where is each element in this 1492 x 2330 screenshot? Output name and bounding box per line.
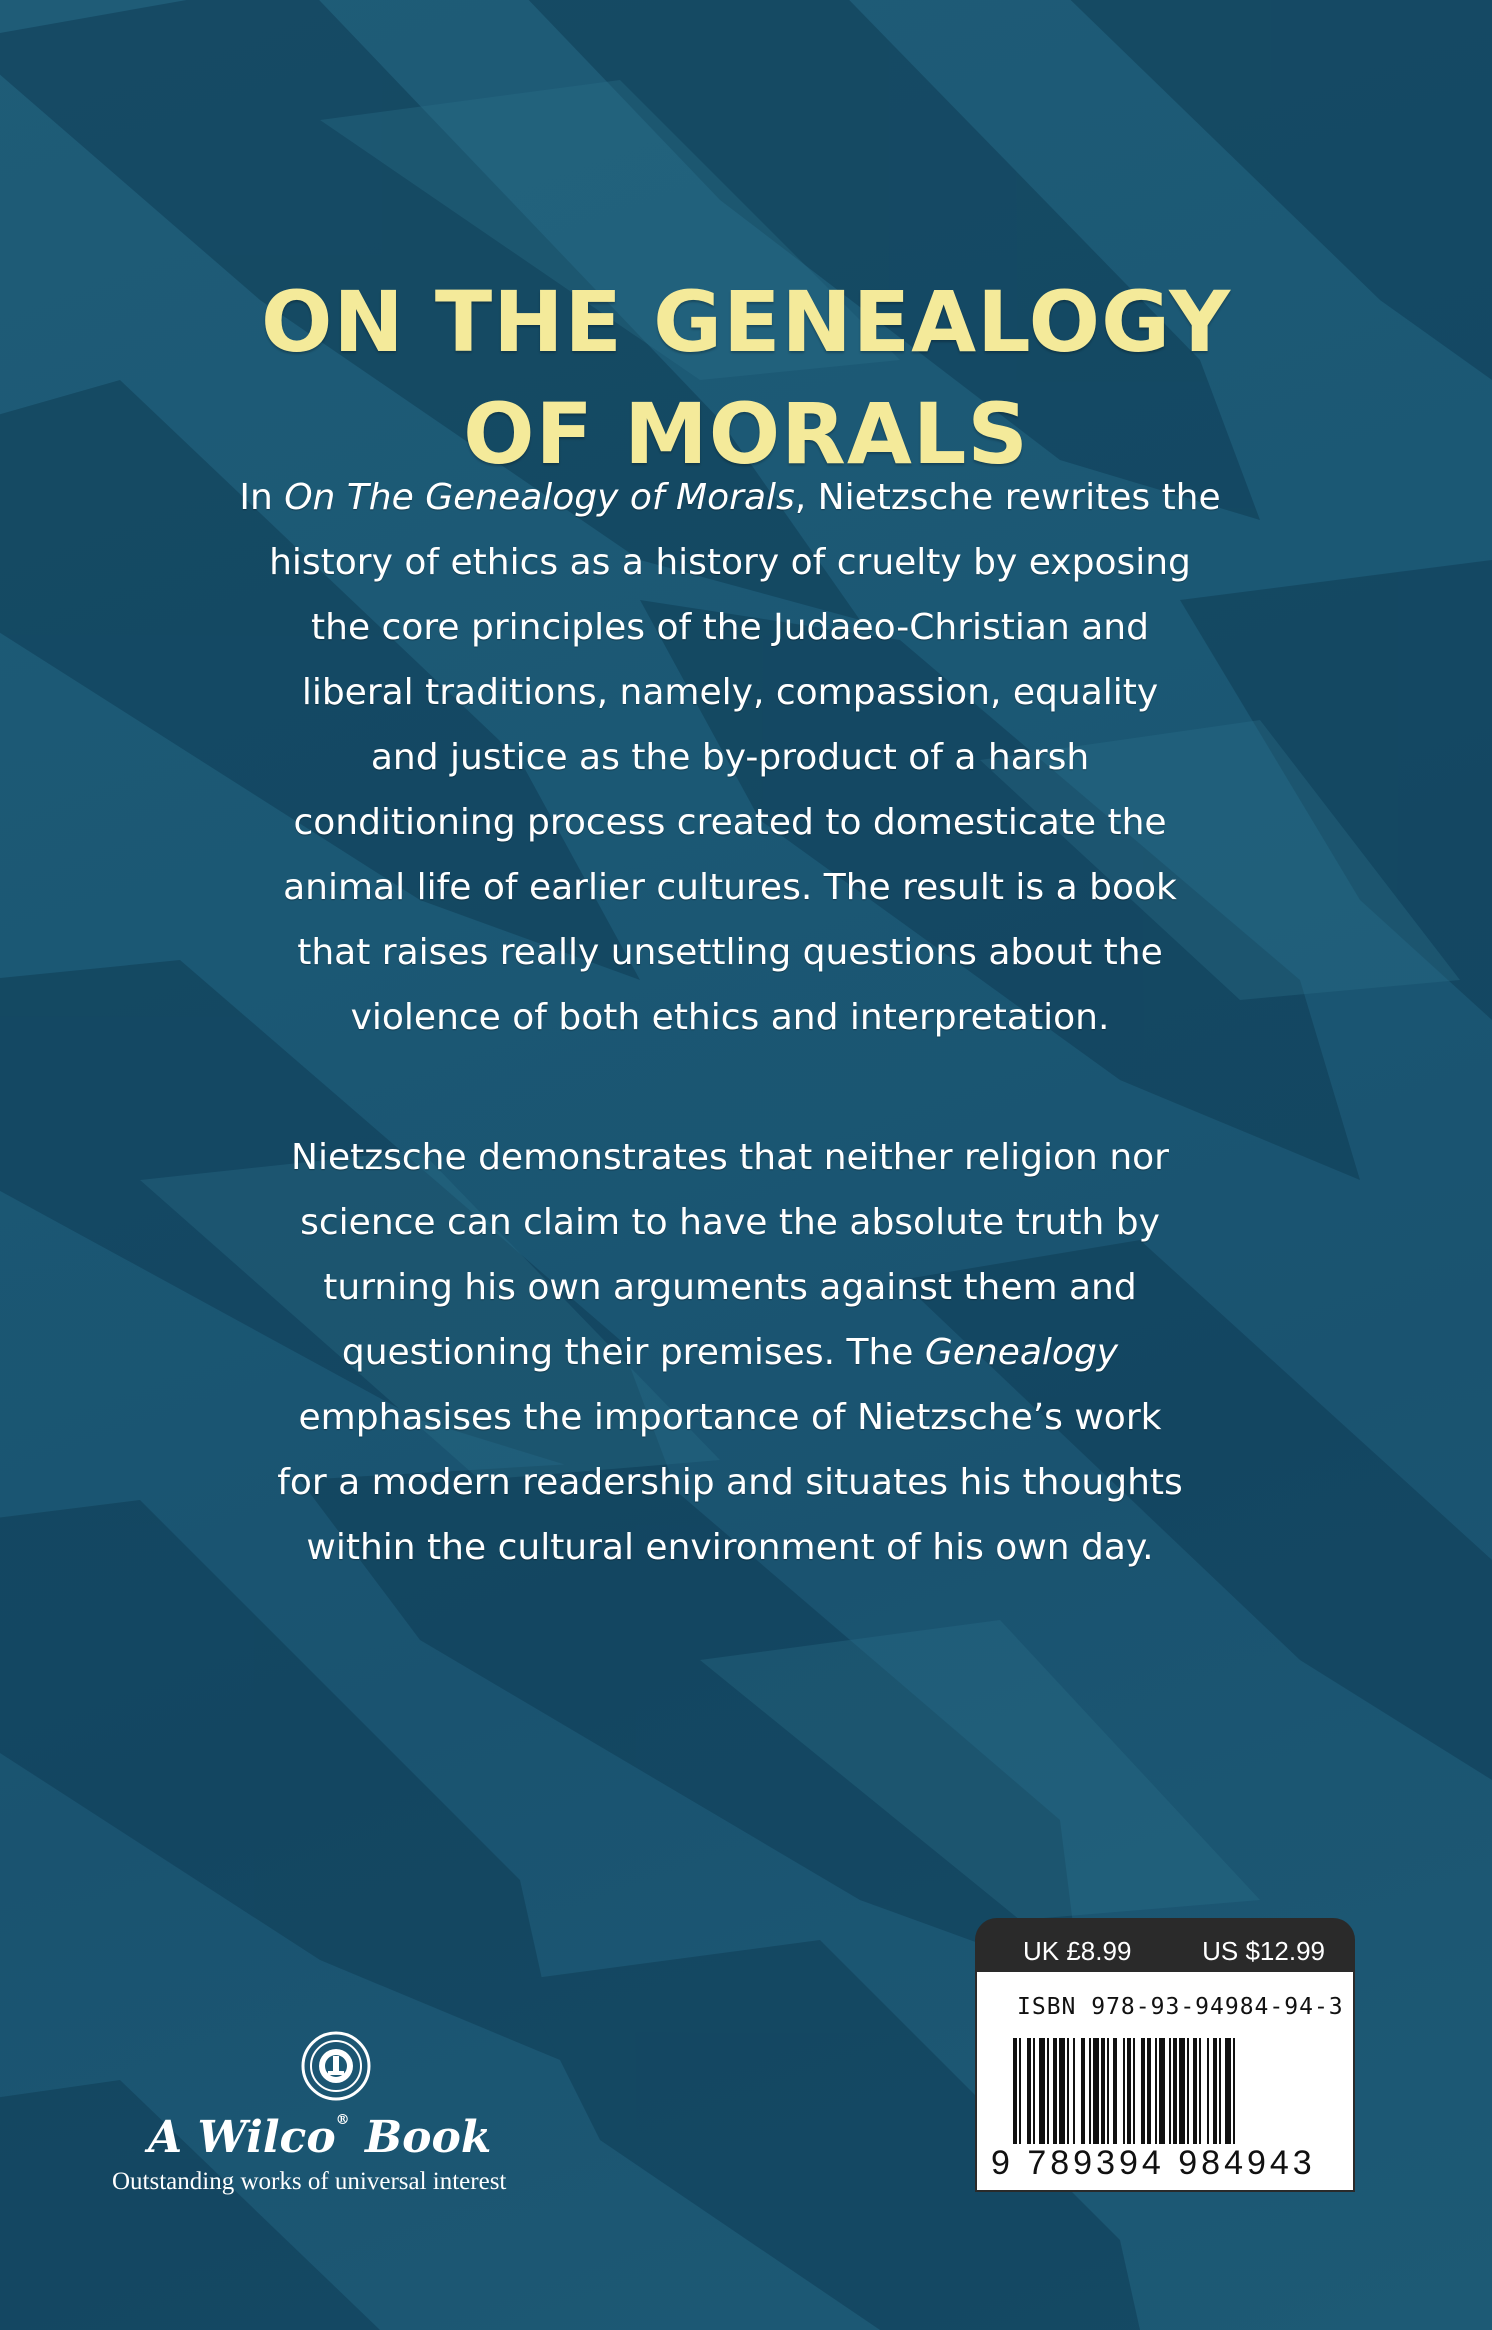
text-line: history of ethics as a history of cruelty by exposing [269,542,1191,583]
text-line: liberal traditions, namely, compassion, equality [301,672,1159,713]
text-line: conditioning process created to domesticate the [293,802,1167,843]
text-line: the core principles of the Judaeo-Christian and [311,607,1149,648]
text-line: animal life of earlier cultures. The result is a book [283,867,1177,908]
price-uk: UK £8.99 [1023,1936,1132,1966]
price-us: US $12.99 [1202,1936,1325,1966]
book-title-line-1: ON THE GENEALOGY [260,273,1232,372]
barcode-image [1013,2038,1323,2144]
text-line: and justice as the by-product of a harsh [370,737,1090,778]
barcode-panel [975,1970,1355,2192]
text-line: emphasises the importance of Nietzsche’s work [298,1397,1162,1438]
text-line: turning his own arguments against them and [323,1267,1137,1308]
book-title-italic: On The Genealogy of Morals [284,477,795,518]
isbn-number: ISBN 978-93-94984-94-3 [1017,1994,1344,2020]
price-label [975,1918,1355,1978]
text-line: that raises really unsettling questions about the [297,932,1163,973]
book-title [0,266,1492,490]
text-line: within the cultural environment of his own day. [306,1527,1154,1568]
publisher-name: A Wilco® Book [148,2112,492,2163]
publisher-emblem-icon [300,2030,372,2107]
barcode-digits: 9 789394 984943 [991,2144,1316,2182]
description-paragraph-1 [200,465,1260,1050]
book-title-line-2: OF MORALS [463,385,1029,484]
text-line: violence of both ethics and interpretation. [350,997,1110,1038]
registered-mark: ® [335,2112,350,2128]
description-paragraph-2 [200,1125,1260,1580]
text-line: In On The Genealogy of Morals, Nietzsche rewrites the [239,477,1221,518]
publisher-tagline: Outstanding works of universal interest [112,2168,507,2195]
text-line: Nietzsche demonstrates that neither religion nor [291,1137,1169,1178]
text-line: science can claim to have the absolute truth by [300,1202,1160,1243]
text-line: questioning their premises. The Genealogy [341,1332,1119,1373]
genealogy-italic: Genealogy [924,1332,1119,1373]
text-line: for a modern readership and situates his thoughts [277,1462,1183,1503]
